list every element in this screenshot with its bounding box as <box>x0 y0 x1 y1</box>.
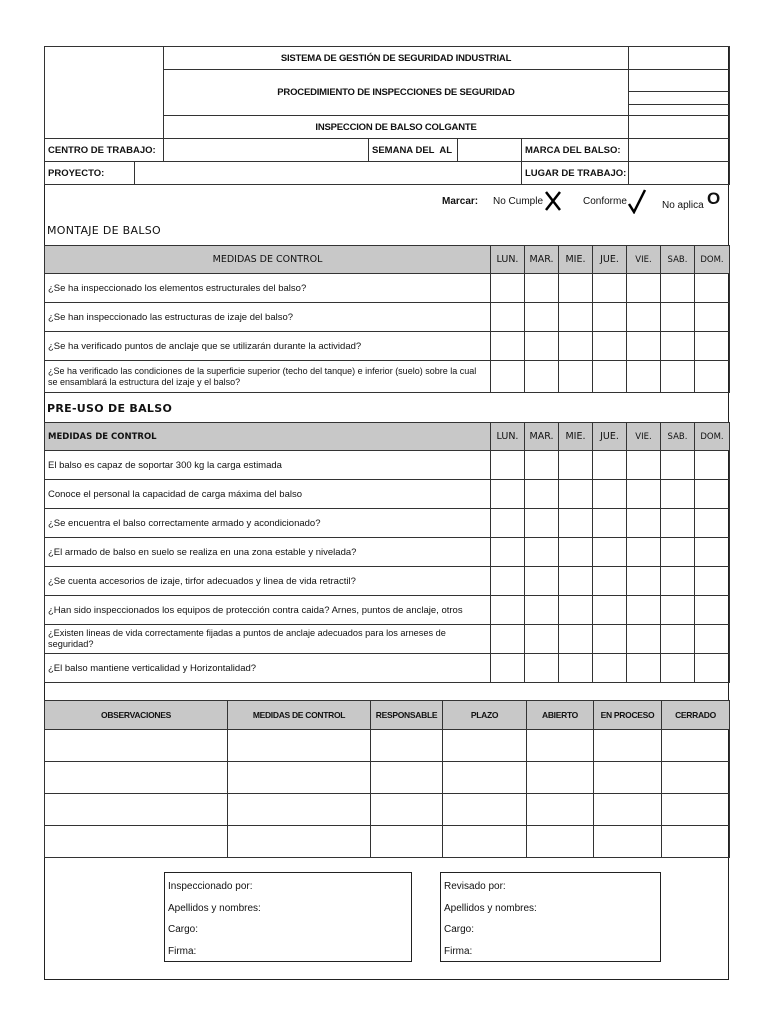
day-header: MAR. <box>525 246 559 274</box>
check-cell[interactable] <box>695 274 730 303</box>
obs-cell[interactable] <box>527 826 594 858</box>
check-cell[interactable] <box>627 332 661 361</box>
check-cell[interactable] <box>491 567 525 596</box>
obs-header: OBSERVACIONES <box>45 701 228 730</box>
check-cell[interactable] <box>627 274 661 303</box>
day-header: MAR. <box>525 423 559 451</box>
check-cell[interactable] <box>661 274 695 303</box>
obs-cell[interactable] <box>228 826 371 858</box>
check-cell[interactable] <box>525 538 559 567</box>
check-cell[interactable] <box>695 361 730 393</box>
form-header <box>44 46 730 185</box>
obs-cell[interactable] <box>443 762 527 794</box>
reviewed-by-box <box>440 872 661 962</box>
section-preuso-title: PRE-USO DE BALSO <box>47 402 173 415</box>
check-cell[interactable] <box>627 303 661 332</box>
obs-cell[interactable] <box>594 794 662 826</box>
question-text: El balso es capaz de soportar 300 kg la carga estimada <box>45 451 491 480</box>
check-cell[interactable] <box>661 480 695 509</box>
check-cell[interactable] <box>695 480 730 509</box>
check-cell[interactable] <box>593 596 627 625</box>
day-header: VIE. <box>627 423 661 451</box>
check-cell[interactable] <box>695 654 730 683</box>
check-cell[interactable] <box>593 274 627 303</box>
checkmark-icon <box>627 188 647 214</box>
inspected-by-label: Inspeccionado por: <box>168 881 253 892</box>
question-text: ¿El balso mantiene verticalidad y Horizontalidad? <box>45 654 491 683</box>
table-row <box>45 625 730 654</box>
no-cumple-label: No Cumple <box>493 196 544 207</box>
check-cell[interactable] <box>627 596 661 625</box>
day-header: JUE. <box>593 246 627 274</box>
check-cell[interactable] <box>627 625 661 654</box>
question-text: ¿Se encuentra el balso correctamente armado y acondicionado? <box>45 509 491 538</box>
check-cell[interactable] <box>525 596 559 625</box>
check-cell[interactable] <box>593 538 627 567</box>
obs-cell[interactable] <box>371 826 443 858</box>
check-cell[interactable] <box>695 332 730 361</box>
lugar-label: LUGAR DE TRABAJO: <box>522 162 629 185</box>
check-cell[interactable] <box>559 596 593 625</box>
check-cell[interactable] <box>593 332 627 361</box>
check-cell[interactable] <box>593 567 627 596</box>
check-cell[interactable] <box>491 538 525 567</box>
check-cell[interactable] <box>559 361 593 393</box>
observations-table <box>44 700 730 858</box>
obs-cell[interactable] <box>45 762 228 794</box>
check-cell[interactable] <box>491 274 525 303</box>
logo-cell <box>45 47 164 139</box>
question-text: Conoce el personal la capacidad de carga máxima del balso <box>45 480 491 509</box>
check-cell[interactable] <box>559 567 593 596</box>
check-cell[interactable] <box>661 538 695 567</box>
obs-header: PLAZO <box>443 701 527 730</box>
position-label: Cargo: <box>444 924 475 935</box>
question-text: ¿Se cuenta accesorios de izaje, tirfor adecuados y linea de vida retractil? <box>45 567 491 596</box>
obs-cell[interactable] <box>45 794 228 826</box>
obs-cell[interactable] <box>527 762 594 794</box>
day-header: JUE. <box>593 423 627 451</box>
table-row <box>45 451 730 480</box>
obs-cell[interactable] <box>45 826 228 858</box>
marca-input[interactable] <box>629 139 730 162</box>
obs-cell[interactable] <box>594 826 662 858</box>
montaje-header: MEDIDAS DE CONTROL <box>45 246 491 274</box>
obs-cell[interactable] <box>228 762 371 794</box>
question-text: ¿Han sido inspeccionados los equipos de protección contra caida? Arnes, puntos de anclaje, otros <box>45 596 491 625</box>
montaje-table <box>44 245 730 393</box>
question-text: ¿Se ha verificado las condiciones de la superficie superior (techo del tanque) e inferior (suelo) sobre la cual se ensamblará la estructura del izaje y el balso? <box>45 361 491 393</box>
obs-cell[interactable] <box>662 826 730 858</box>
check-cell[interactable] <box>593 625 627 654</box>
check-cell[interactable] <box>661 303 695 332</box>
check-cell[interactable] <box>559 509 593 538</box>
inspection-title: INSPECCION DE BALSO COLGANTE <box>164 116 629 139</box>
day-header: SAB. <box>661 246 695 274</box>
obs-cell[interactable] <box>662 762 730 794</box>
check-cell[interactable] <box>627 509 661 538</box>
check-cell[interactable] <box>695 596 730 625</box>
check-cell[interactable] <box>491 303 525 332</box>
obs-header: ABIERTO <box>527 701 594 730</box>
check-cell[interactable] <box>491 509 525 538</box>
check-cell[interactable] <box>525 509 559 538</box>
check-cell[interactable] <box>525 625 559 654</box>
day-header: SAB. <box>661 423 695 451</box>
obs-cell[interactable] <box>371 794 443 826</box>
check-cell[interactable] <box>661 567 695 596</box>
question-text: ¿Se ha verificado puntos de anclaje que se utilizarán durante la actividad? <box>45 332 491 361</box>
check-cell[interactable] <box>593 480 627 509</box>
check-cell[interactable] <box>525 480 559 509</box>
check-cell[interactable] <box>661 361 695 393</box>
obs-header: EN PROCESO <box>594 701 662 730</box>
procedure-title: PROCEDIMIENTO DE INSPECCIONES DE SEGURIDAD <box>164 70 629 116</box>
check-cell[interactable] <box>559 274 593 303</box>
check-cell[interactable] <box>627 654 661 683</box>
check-cell[interactable] <box>491 625 525 654</box>
code-cell <box>629 47 730 70</box>
check-cell[interactable] <box>491 654 525 683</box>
names-label: Apellidos y nombres: <box>168 902 261 914</box>
check-cell[interactable] <box>559 451 593 480</box>
question-text: ¿Se ha inspeccionado los elementos estructurales del balso? <box>45 274 491 303</box>
check-cell[interactable] <box>661 625 695 654</box>
check-cell[interactable] <box>627 480 661 509</box>
proyecto-label: PROYECTO: <box>45 162 135 185</box>
check-cell[interactable] <box>661 332 695 361</box>
x-mark-icon <box>544 190 562 212</box>
table-row <box>45 332 730 361</box>
inspected-by-box <box>164 872 412 962</box>
check-cell[interactable] <box>661 509 695 538</box>
table-row <box>45 794 730 826</box>
question-text: ¿El armado de balso en suelo se realiza en una zona estable y nivelada? <box>45 538 491 567</box>
table-row <box>45 826 730 858</box>
table-row <box>45 361 730 393</box>
check-cell[interactable] <box>661 451 695 480</box>
check-cell[interactable] <box>491 361 525 393</box>
day-header: MIE. <box>559 423 593 451</box>
obs-cell[interactable] <box>527 794 594 826</box>
check-cell[interactable] <box>661 654 695 683</box>
check-cell[interactable] <box>627 538 661 567</box>
centro-input[interactable] <box>164 139 369 162</box>
version-cell <box>629 70 730 116</box>
check-cell[interactable] <box>491 480 525 509</box>
check-cell[interactable] <box>627 361 661 393</box>
position-label: Cargo: <box>168 924 199 935</box>
check-cell[interactable] <box>525 274 559 303</box>
table-row <box>45 654 730 683</box>
obs-cell[interactable] <box>443 794 527 826</box>
check-cell[interactable] <box>559 303 593 332</box>
semana-label: SEMANA DEL AL <box>369 139 458 162</box>
check-cell[interactable] <box>695 625 730 654</box>
check-cell[interactable] <box>559 538 593 567</box>
check-cell[interactable] <box>559 480 593 509</box>
obs-cell[interactable] <box>527 730 594 762</box>
table-row <box>45 480 730 509</box>
table-row <box>45 509 730 538</box>
question-text: ¿Se han inspeccionado las estructuras de izaje del balso? <box>45 303 491 332</box>
check-cell[interactable] <box>695 567 730 596</box>
conforme-label: Conforme <box>583 196 627 207</box>
obs-cell[interactable] <box>662 730 730 762</box>
obs-cell[interactable] <box>662 794 730 826</box>
check-cell[interactable] <box>491 596 525 625</box>
check-cell[interactable] <box>559 654 593 683</box>
no-aplica-label: No aplica <box>662 200 704 211</box>
marcar-label: Marcar: <box>442 196 479 207</box>
preuso-header: MEDIDAS DE CONTROL <box>45 423 491 451</box>
table-row <box>45 567 730 596</box>
obs-cell[interactable] <box>443 826 527 858</box>
check-cell[interactable] <box>593 361 627 393</box>
check-cell[interactable] <box>525 332 559 361</box>
obs-cell[interactable] <box>594 762 662 794</box>
check-cell[interactable] <box>525 654 559 683</box>
names-label: Apellidos y nombres: <box>444 902 537 914</box>
check-cell[interactable] <box>491 332 525 361</box>
check-cell[interactable] <box>695 303 730 332</box>
check-cell[interactable] <box>627 451 661 480</box>
day-header: LUN. <box>491 423 525 451</box>
obs-cell[interactable] <box>371 730 443 762</box>
preuso-table <box>44 422 730 683</box>
section-montaje-title: MONTAJE DE BALSO <box>47 224 162 237</box>
check-cell[interactable] <box>559 332 593 361</box>
reviewed-by-label: Revisado por: <box>444 881 506 892</box>
table-row <box>45 730 730 762</box>
no-aplica-symbol: O <box>707 189 721 208</box>
centro-label: CENTRO DE TRABAJO: <box>45 139 164 162</box>
check-cell[interactable] <box>661 596 695 625</box>
obs-header: RESPONSABLE <box>371 701 443 730</box>
obs-cell[interactable] <box>228 794 371 826</box>
day-header: VIE. <box>627 246 661 274</box>
check-cell[interactable] <box>627 567 661 596</box>
lugar-input[interactable] <box>629 162 730 185</box>
day-header: DOM. <box>695 423 730 451</box>
system-title: SISTEMA DE GESTIÓN DE SEGURIDAD INDUSTRIAL <box>164 47 629 70</box>
check-cell[interactable] <box>695 509 730 538</box>
check-cell[interactable] <box>525 361 559 393</box>
signature-label: Firma: <box>168 945 197 957</box>
check-cell[interactable] <box>695 451 730 480</box>
obs-header: CERRADO <box>662 701 730 730</box>
check-cell[interactable] <box>593 451 627 480</box>
obs-cell[interactable] <box>228 730 371 762</box>
obs-cell[interactable] <box>45 730 228 762</box>
table-row <box>45 762 730 794</box>
semana-input[interactable] <box>458 139 522 162</box>
obs-cell[interactable] <box>443 730 527 762</box>
day-header: LUN. <box>491 246 525 274</box>
check-cell[interactable] <box>491 451 525 480</box>
check-cell[interactable] <box>695 538 730 567</box>
day-header: MIE. <box>559 246 593 274</box>
check-cell[interactable] <box>525 303 559 332</box>
proyecto-input[interactable] <box>135 162 522 185</box>
question-text: ¿Existen lineas de vida correctamente fijadas a puntos de anclaje adecuados para los arneses de seguridad? <box>45 625 491 654</box>
check-cell[interactable] <box>593 654 627 683</box>
marca-label: MARCA DEL BALSO: <box>522 139 629 162</box>
obs-cell[interactable] <box>594 730 662 762</box>
check-cell[interactable] <box>525 451 559 480</box>
check-cell[interactable] <box>593 509 627 538</box>
obs-cell[interactable] <box>371 762 443 794</box>
check-cell[interactable] <box>559 625 593 654</box>
table-row <box>45 538 730 567</box>
obs-header: MEDIDAS DE CONTROL <box>228 701 371 730</box>
signature-label: Firma: <box>444 945 473 957</box>
check-cell[interactable] <box>593 303 627 332</box>
check-cell[interactable] <box>525 567 559 596</box>
table-row <box>45 303 730 332</box>
table-row <box>45 274 730 303</box>
day-header: DOM. <box>695 246 730 274</box>
table-row <box>45 596 730 625</box>
